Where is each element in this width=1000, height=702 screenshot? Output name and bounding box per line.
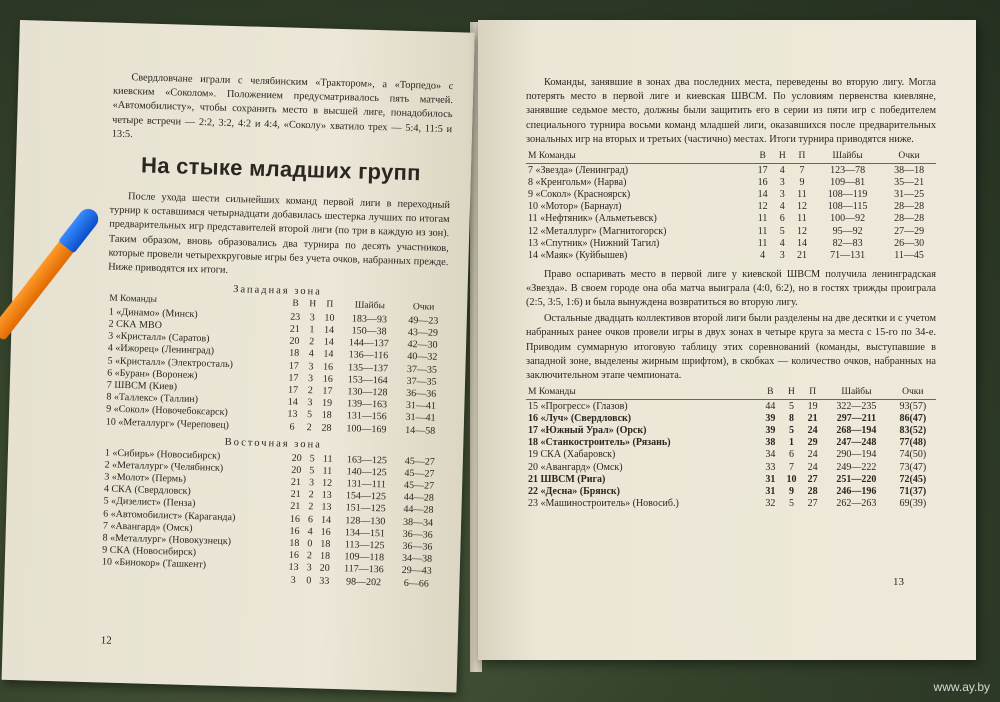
goals-cell: 113—125 bbox=[344, 539, 385, 552]
draws-cell: 5 bbox=[309, 465, 315, 477]
team-cell: 19 СКА (Хабаровск) bbox=[528, 449, 616, 461]
team-cell: 7 «Звезда» (Ленинград) bbox=[528, 164, 629, 176]
team-cell: 9 СКА (Новосибирск) bbox=[102, 544, 197, 559]
draws-cell: 0 bbox=[307, 538, 313, 550]
west-zone-table bbox=[104, 294, 448, 437]
wins-cell: 4 bbox=[760, 249, 766, 261]
draws-cell: 4 bbox=[308, 348, 314, 360]
draws-cell: 4 bbox=[307, 526, 313, 538]
draws-cell: 5 bbox=[788, 425, 794, 437]
wins-cell: 31 bbox=[765, 473, 776, 485]
wins-cell: 18 bbox=[288, 348, 300, 360]
table-row bbox=[526, 176, 936, 188]
wins-cell: 16 bbox=[289, 513, 301, 525]
goals-cell: 117—136 bbox=[343, 563, 384, 576]
points-cell: 29—43 bbox=[401, 565, 432, 578]
goals-cell: 246—196 bbox=[836, 486, 877, 498]
wins-cell: 14 bbox=[757, 188, 768, 200]
losses-cell: 20 bbox=[319, 562, 330, 575]
losses-cell: 24 bbox=[807, 425, 818, 437]
wins-cell: 14 bbox=[287, 396, 298, 409]
losses-cell: 12 bbox=[321, 477, 333, 489]
right-page bbox=[478, 20, 976, 660]
goals-cell: 123—78 bbox=[830, 164, 866, 176]
points-cell: 69(39) bbox=[899, 498, 927, 510]
points-cell: 34—38 bbox=[401, 553, 433, 565]
team-cell: 20 «Авангард» (Омск) bbox=[528, 461, 623, 473]
wins-cell: 38 bbox=[765, 437, 776, 449]
team-cell: 4 СКА (Свердловск) bbox=[103, 483, 191, 498]
losses-cell: 27 bbox=[807, 498, 818, 510]
goals-cell: 153—164 bbox=[347, 374, 388, 387]
draws-cell: 3 bbox=[779, 188, 785, 200]
goals-cell: 135—137 bbox=[347, 361, 389, 374]
goals-cell: 108—119 bbox=[827, 188, 868, 200]
wins-cell: 23 bbox=[290, 311, 301, 323]
points-cell: 28—28 bbox=[894, 213, 925, 225]
wins-cell: 13 bbox=[287, 408, 298, 421]
transition-tournament-rows bbox=[526, 164, 936, 262]
losses-cell: 16 bbox=[320, 526, 331, 538]
east-zone-rows bbox=[99, 447, 443, 591]
goals-cell: 131—156 bbox=[346, 410, 387, 423]
points-cell: 38—18 bbox=[894, 164, 925, 176]
header-team: М Команды bbox=[109, 293, 158, 306]
team-cell: 3 «Молот» (Пермь) bbox=[104, 471, 187, 485]
points-cell: 93(57) bbox=[899, 400, 927, 412]
points-cell: 45—27 bbox=[404, 467, 435, 480]
losses-cell: 21 bbox=[796, 249, 807, 261]
header-d: Н bbox=[788, 387, 795, 398]
losses-cell: 11 bbox=[322, 465, 333, 477]
table-row bbox=[526, 237, 936, 249]
wins-cell: 17 bbox=[757, 164, 768, 176]
losses-cell: 11 bbox=[797, 188, 807, 200]
points-cell: 86(47) bbox=[899, 412, 927, 424]
header-pts: Очки bbox=[898, 151, 920, 162]
table-row bbox=[526, 473, 936, 485]
draws-cell: 3 bbox=[308, 477, 315, 489]
header-d: Н bbox=[778, 151, 786, 162]
points-cell: 74(50) bbox=[899, 449, 927, 461]
header-pts: Очки bbox=[902, 387, 924, 398]
wins-cell: 3 bbox=[290, 574, 296, 586]
wins-cell: 31 bbox=[765, 486, 776, 498]
table-row bbox=[526, 213, 936, 225]
right-intro-paragraph: Команды, занявшие в зонах два последних места, переведены во вторую лигу. Могла потерять место в первой лиге и киевская ШВСМ. По условиям первенства киевляне, занявшие седьмое место, должны были защитить его в серии из пяти игр с победителем специального турнира восьми команд младшей лиги, оказавшихся после предварительных зональных игр на вторых и третьих (частично) местах. Итоги турнира приводятся ниже. bbox=[526, 77, 936, 145]
goals-cell: 268—194 bbox=[836, 425, 877, 437]
header-goals: Шайбы bbox=[832, 151, 863, 162]
goals-cell: 183—93 bbox=[351, 313, 388, 326]
header-w: В bbox=[767, 387, 774, 398]
team-cell: 15 «Прогресс» (Глазов) bbox=[528, 400, 628, 412]
left-intro-paragraph: Свердловчане играли с челябинским «Трактором», а «Торпедо» с киевским «Соколом». Положением предусматривалось пять матчей. «Автомобилисту», чтобы сохранить место в высшей лиге, понадобилось четыре встречи — 2:2, 3:2, 4:2 и 4:4, «Соколу» хватило трех — 5:4, 11:5 и 13:5. bbox=[111, 72, 454, 141]
points-cell: 28—28 bbox=[894, 201, 925, 213]
points-cell: 77(48) bbox=[899, 437, 927, 449]
team-cell: 2 СКА МВО bbox=[108, 318, 163, 332]
losses-cell: 17 bbox=[322, 385, 333, 397]
right-page-content bbox=[526, 76, 936, 510]
points-cell: 73(47) bbox=[899, 461, 927, 473]
goals-cell: 108—115 bbox=[827, 201, 868, 213]
draws-cell: 9 bbox=[788, 486, 794, 498]
points-cell: 31—25 bbox=[894, 188, 925, 200]
points-cell: 38—34 bbox=[402, 516, 434, 529]
wins-cell: 20 bbox=[291, 452, 302, 464]
draws-cell: 3 bbox=[779, 176, 785, 188]
points-cell: 6—66 bbox=[403, 577, 430, 590]
goals-cell: 163—125 bbox=[346, 454, 388, 467]
losses-cell: 18 bbox=[319, 550, 331, 563]
second-league-rows bbox=[526, 400, 936, 510]
points-cell: 26—30 bbox=[894, 237, 925, 249]
points-cell: 11—45 bbox=[894, 249, 924, 261]
second-league-table bbox=[526, 387, 936, 510]
table-header-row bbox=[526, 151, 936, 164]
points-cell: 49—23 bbox=[408, 314, 439, 327]
left-page-number: 12 bbox=[100, 634, 112, 647]
points-cell: 45—27 bbox=[404, 455, 435, 468]
header-goals: Шайбы bbox=[841, 387, 872, 398]
losses-cell: 16 bbox=[322, 373, 333, 385]
wins-cell: 39 bbox=[765, 425, 776, 437]
team-cell: 3 «Кристалл» (Саратов) bbox=[108, 330, 210, 345]
team-cell: 6 «Буран» (Воронеж) bbox=[107, 367, 198, 381]
wins-cell: 6 bbox=[289, 421, 295, 433]
points-cell: 35—21 bbox=[894, 176, 925, 188]
wins-cell: 17 bbox=[288, 360, 299, 372]
right-page-number: 13 bbox=[893, 576, 904, 588]
draws-cell: 2 bbox=[307, 385, 313, 397]
left-page bbox=[2, 20, 475, 692]
left-page-content bbox=[99, 71, 453, 590]
header-w: В bbox=[759, 151, 766, 162]
draws-cell: 5 bbox=[779, 225, 785, 237]
goals-cell: 144—137 bbox=[348, 337, 389, 350]
wins-cell: 20 bbox=[291, 464, 302, 476]
table-row bbox=[526, 437, 936, 449]
goals-cell: 247—248 bbox=[836, 437, 877, 449]
goals-cell: 139—163 bbox=[346, 398, 388, 411]
losses-cell: 14 bbox=[323, 348, 334, 361]
draws-cell: 3 bbox=[306, 562, 312, 574]
team-cell: 16 «Луч» (Свердловск) bbox=[528, 412, 632, 424]
wins-cell: 21 bbox=[290, 501, 301, 513]
wins-cell: 11 bbox=[757, 237, 768, 249]
draws-cell: 3 bbox=[779, 249, 785, 261]
losses-cell: 14 bbox=[323, 336, 334, 349]
losses-cell: 12 bbox=[796, 225, 807, 237]
losses-cell: 33 bbox=[319, 575, 330, 587]
goals-cell: 251—220 bbox=[836, 473, 877, 485]
goals-cell: 140—125 bbox=[346, 466, 387, 479]
points-cell: 36—36 bbox=[402, 540, 433, 553]
losses-cell: 16 bbox=[322, 361, 334, 373]
wins-cell: 21 bbox=[290, 489, 301, 501]
points-cell: 45—27 bbox=[403, 479, 435, 492]
team-cell: 1 «Динамо» (Минск) bbox=[108, 306, 198, 320]
header-l: П bbox=[809, 387, 817, 398]
west-zone-title: Западная зона bbox=[233, 284, 323, 298]
points-cell: 72(45) bbox=[899, 473, 927, 485]
wins-cell: 39 bbox=[765, 412, 776, 424]
goals-cell: 109—81 bbox=[830, 176, 866, 188]
draws-cell: 3 bbox=[307, 397, 313, 409]
team-cell: 14 «Маяк» (Куйбышев) bbox=[528, 249, 628, 261]
wins-cell: 12 bbox=[757, 201, 768, 213]
wins-cell: 20 bbox=[289, 335, 300, 348]
losses-cell: 14 bbox=[320, 514, 332, 526]
losses-cell: 28 bbox=[807, 486, 818, 498]
header-team: М Команды bbox=[528, 151, 576, 162]
points-cell: 36—36 bbox=[402, 528, 433, 541]
wins-cell: 16 bbox=[288, 549, 300, 562]
points-cell: 14—58 bbox=[405, 424, 436, 437]
table-header-row bbox=[526, 387, 936, 400]
points-cell: 44—28 bbox=[403, 492, 434, 505]
points-cell: 71(37) bbox=[899, 486, 927, 498]
west-zone-rows bbox=[104, 306, 447, 437]
losses-cell: 11 bbox=[797, 213, 807, 225]
table-row bbox=[526, 461, 936, 473]
losses-cell: 14 bbox=[796, 237, 807, 249]
losses-cell: 18 bbox=[321, 409, 332, 422]
draws-cell: 3 bbox=[308, 360, 314, 372]
goals-cell: 136—116 bbox=[348, 349, 389, 362]
draws-cell: 1 bbox=[309, 324, 315, 336]
points-cell: 37—35 bbox=[406, 375, 437, 388]
header-goals: Шайбы bbox=[354, 300, 386, 312]
points-cell: 44—28 bbox=[403, 504, 434, 517]
team-cell: 10 «Бинокор» (Ташкент) bbox=[101, 556, 207, 571]
table-row bbox=[526, 498, 936, 510]
table-row bbox=[526, 225, 936, 237]
losses-cell: 13 bbox=[321, 489, 332, 502]
goals-cell: 98—202 bbox=[345, 575, 382, 588]
team-cell: 7 ШВСМ (Киев) bbox=[106, 379, 178, 393]
table-row bbox=[526, 400, 936, 413]
goals-cell: 131—111 bbox=[346, 478, 387, 491]
table-row bbox=[526, 485, 936, 497]
goals-cell: 71—131 bbox=[830, 249, 866, 261]
team-cell: 11 «Нефтяник» (Альметьевск) bbox=[528, 213, 657, 225]
goals-cell: 109—118 bbox=[344, 551, 385, 564]
points-cell: 37—35 bbox=[406, 363, 438, 376]
team-cell: 1 «Сибирь» (Новосибирск) bbox=[104, 447, 221, 462]
left-body-paragraph: После ухода шести сильнейших команд первой лиги в переходный турнир к оставшимся четырнадцати добавилась шестерка лучших по итогам предварительных игр представителей второй лиги (по три в каждую из зон). Таким образом, вновь образовались два турнира по десять участников, которые провели четырехкруговые игры без учета очков, набранных прежде. Ниже приводятся их итоги. bbox=[107, 191, 451, 276]
goals-cell: 154—125 bbox=[345, 490, 387, 503]
wins-cell: 21 bbox=[289, 323, 300, 335]
draws-cell: 4 bbox=[779, 201, 785, 213]
wins-cell: 34 bbox=[765, 449, 776, 461]
points-cell: 27—29 bbox=[894, 225, 925, 237]
draws-cell: 4 bbox=[779, 237, 785, 249]
team-cell: 5 «Дизелист» (Пенза) bbox=[103, 495, 196, 510]
points-cell: 42—30 bbox=[407, 339, 438, 351]
losses-cell: 10 bbox=[324, 312, 335, 324]
losses-cell: 7 bbox=[799, 164, 805, 176]
losses-cell: 24 bbox=[807, 449, 818, 461]
goals-cell: 297—211 bbox=[836, 412, 877, 424]
watermark: www.ay.by bbox=[933, 680, 990, 694]
losses-cell: 28 bbox=[321, 422, 332, 434]
draws-cell: 5 bbox=[306, 409, 313, 421]
wins-cell: 11 bbox=[757, 213, 768, 225]
team-cell: 4 «Ижорец» (Ленинград) bbox=[107, 342, 215, 357]
team-cell: 12 «Металлург» (Магнитогорск) bbox=[528, 225, 667, 237]
goals-cell: 134—151 bbox=[344, 527, 386, 540]
losses-cell: 11 bbox=[322, 453, 333, 465]
transition-tournament-table bbox=[526, 151, 936, 262]
goals-cell: 322—235 bbox=[836, 400, 877, 412]
losses-cell: 29 bbox=[807, 437, 818, 449]
header-pts: Очки bbox=[412, 302, 435, 313]
section-heading: На стыке младших групп bbox=[140, 152, 422, 186]
draws-cell: 3 bbox=[307, 372, 314, 385]
team-cell: 8 «Кренгольм» (Нарва) bbox=[528, 176, 627, 188]
team-cell: 13 «Спутник» (Нижний Тагил) bbox=[528, 237, 660, 249]
team-cell: 6 «Автомобилист» (Караганда) bbox=[103, 508, 236, 523]
goals-cell: 290—194 bbox=[836, 449, 877, 461]
wins-cell: 11 bbox=[757, 225, 768, 237]
draws-cell: 6 bbox=[307, 513, 314, 526]
team-cell: 5 «Кристалл» (Электросталь) bbox=[107, 355, 234, 370]
team-cell: 8 «Металлург» (Новокузнецк) bbox=[102, 532, 232, 548]
draws-cell: 1 bbox=[788, 437, 794, 449]
goals-cell: 130—128 bbox=[347, 386, 388, 399]
points-cell: 31—41 bbox=[405, 412, 436, 425]
draws-cell: 0 bbox=[306, 574, 312, 586]
draws-cell: 2 bbox=[308, 336, 315, 348]
team-cell: 9 «Сокол» (Новочебоксарск) bbox=[106, 403, 228, 419]
wins-cell: 13 bbox=[288, 562, 299, 574]
points-cell: 40—32 bbox=[407, 351, 438, 364]
goals-cell: 128—130 bbox=[345, 514, 386, 528]
losses-cell: 14 bbox=[323, 324, 335, 336]
losses-cell: 9 bbox=[799, 176, 805, 188]
team-cell: 2 «Металлург» (Челябинск) bbox=[104, 459, 224, 474]
east-zone-title: Восточная зона bbox=[224, 436, 323, 451]
right-middle-paragraph: Право оспаривать место в первой лиге у киевской ШВСМ получила ленинградская «Звезда». В своем городе она оба матча выиграла (4:0, 6:2), но в гостях трижды проиграла (2:5, 3:5, 1:6) и была вынуждена возвратиться во вторую лигу. bbox=[526, 268, 936, 308]
table-row bbox=[526, 201, 936, 213]
points-cell: 83(52) bbox=[899, 425, 927, 437]
draws-cell: 2 bbox=[306, 550, 313, 562]
team-cell: 10 «Металлург» (Череповец) bbox=[105, 416, 230, 431]
goals-cell: 100—92 bbox=[830, 213, 866, 225]
draws-cell: 7 bbox=[788, 461, 794, 473]
wins-cell: 16 bbox=[757, 176, 768, 188]
points-cell: 31—41 bbox=[405, 400, 437, 412]
table-row bbox=[526, 188, 936, 200]
draws-cell: 3 bbox=[309, 312, 315, 324]
goals-cell: 262—263 bbox=[836, 498, 877, 510]
draws-cell: 5 bbox=[309, 452, 315, 465]
table-row bbox=[526, 249, 936, 261]
wins-cell: 17 bbox=[287, 384, 299, 396]
team-cell: 21 ШВСМ (Рига) bbox=[528, 473, 606, 485]
header-w: В bbox=[292, 298, 299, 310]
losses-cell: 27 bbox=[807, 473, 818, 485]
team-cell: 17 «Южный Урал» (Орск) bbox=[528, 425, 647, 437]
losses-cell: 19 bbox=[321, 397, 333, 410]
draws-cell: 10 bbox=[786, 473, 797, 485]
goals-cell: 82—83 bbox=[832, 237, 863, 249]
wins-cell: 44 bbox=[765, 400, 776, 412]
losses-cell: 18 bbox=[320, 538, 331, 550]
wins-cell: 33 bbox=[765, 461, 776, 473]
header-l: П bbox=[326, 299, 334, 311]
draws-cell: 2 bbox=[308, 489, 314, 501]
draws-cell: 8 bbox=[788, 412, 794, 424]
wins-cell: 17 bbox=[288, 372, 299, 384]
draws-cell: 2 bbox=[308, 501, 314, 513]
right-summary-paragraph: Остальные двадцать коллективов второй лиги были разделены на две десятки и с учетом набранных ранее очков провели игры в двух зонах в четыре круга за места с 15-го по 34-е. Приводим суммарную итоговую таблицу этих соревнований (команды, выступавшие в западной зоне, выделены жирным шрифтом), в скобках — количество очков, набранных на заключительном этапе чемпионата. bbox=[526, 313, 936, 381]
draws-cell: 5 bbox=[788, 498, 794, 510]
header-l: П bbox=[798, 151, 806, 162]
points-cell: 43—29 bbox=[407, 326, 439, 339]
team-cell: 22 «Десна» (Брянск) bbox=[528, 486, 620, 498]
losses-cell: 24 bbox=[807, 461, 818, 473]
team-cell: 10 «Мотор» (Барнаул) bbox=[528, 201, 622, 213]
goals-cell: 249—222 bbox=[836, 461, 877, 473]
losses-cell: 21 bbox=[807, 412, 818, 424]
table-row bbox=[526, 412, 936, 424]
team-cell: 9 «Сокол» (Красноярск) bbox=[528, 188, 631, 200]
wins-cell: 18 bbox=[289, 537, 300, 550]
goals-cell: 95—92 bbox=[832, 225, 863, 237]
wins-cell: 21 bbox=[290, 476, 302, 489]
goals-cell: 150—38 bbox=[351, 325, 387, 338]
team-cell: 8 «Таллекс» (Таллин) bbox=[106, 391, 199, 406]
draws-cell: 4 bbox=[779, 164, 785, 176]
goals-cell: 100—169 bbox=[346, 422, 387, 435]
points-cell: 36—36 bbox=[406, 387, 437, 400]
goals-cell: 151—125 bbox=[345, 502, 386, 515]
table-row bbox=[526, 164, 936, 177]
table-row bbox=[526, 449, 936, 461]
losses-cell: 19 bbox=[807, 400, 818, 412]
losses-cell: 12 bbox=[796, 201, 807, 213]
team-cell: 7 «Авангард» (Омск) bbox=[102, 520, 193, 534]
team-cell: 18 «Станкостроитель» (Рязань) bbox=[528, 437, 671, 449]
header-d: Н bbox=[309, 299, 317, 310]
wins-cell: 16 bbox=[289, 525, 300, 537]
draws-cell: 6 bbox=[788, 449, 794, 461]
draws-cell: 2 bbox=[306, 421, 312, 433]
draws-cell: 5 bbox=[788, 400, 794, 412]
wins-cell: 32 bbox=[765, 498, 776, 510]
east-zone-table bbox=[99, 447, 443, 591]
header-team: М Команды bbox=[528, 387, 576, 398]
table-row bbox=[526, 425, 936, 437]
team-cell: 23 «Машиностроитель» (Новосиб.) bbox=[528, 498, 679, 510]
draws-cell: 6 bbox=[779, 213, 785, 225]
losses-cell: 13 bbox=[321, 502, 332, 514]
